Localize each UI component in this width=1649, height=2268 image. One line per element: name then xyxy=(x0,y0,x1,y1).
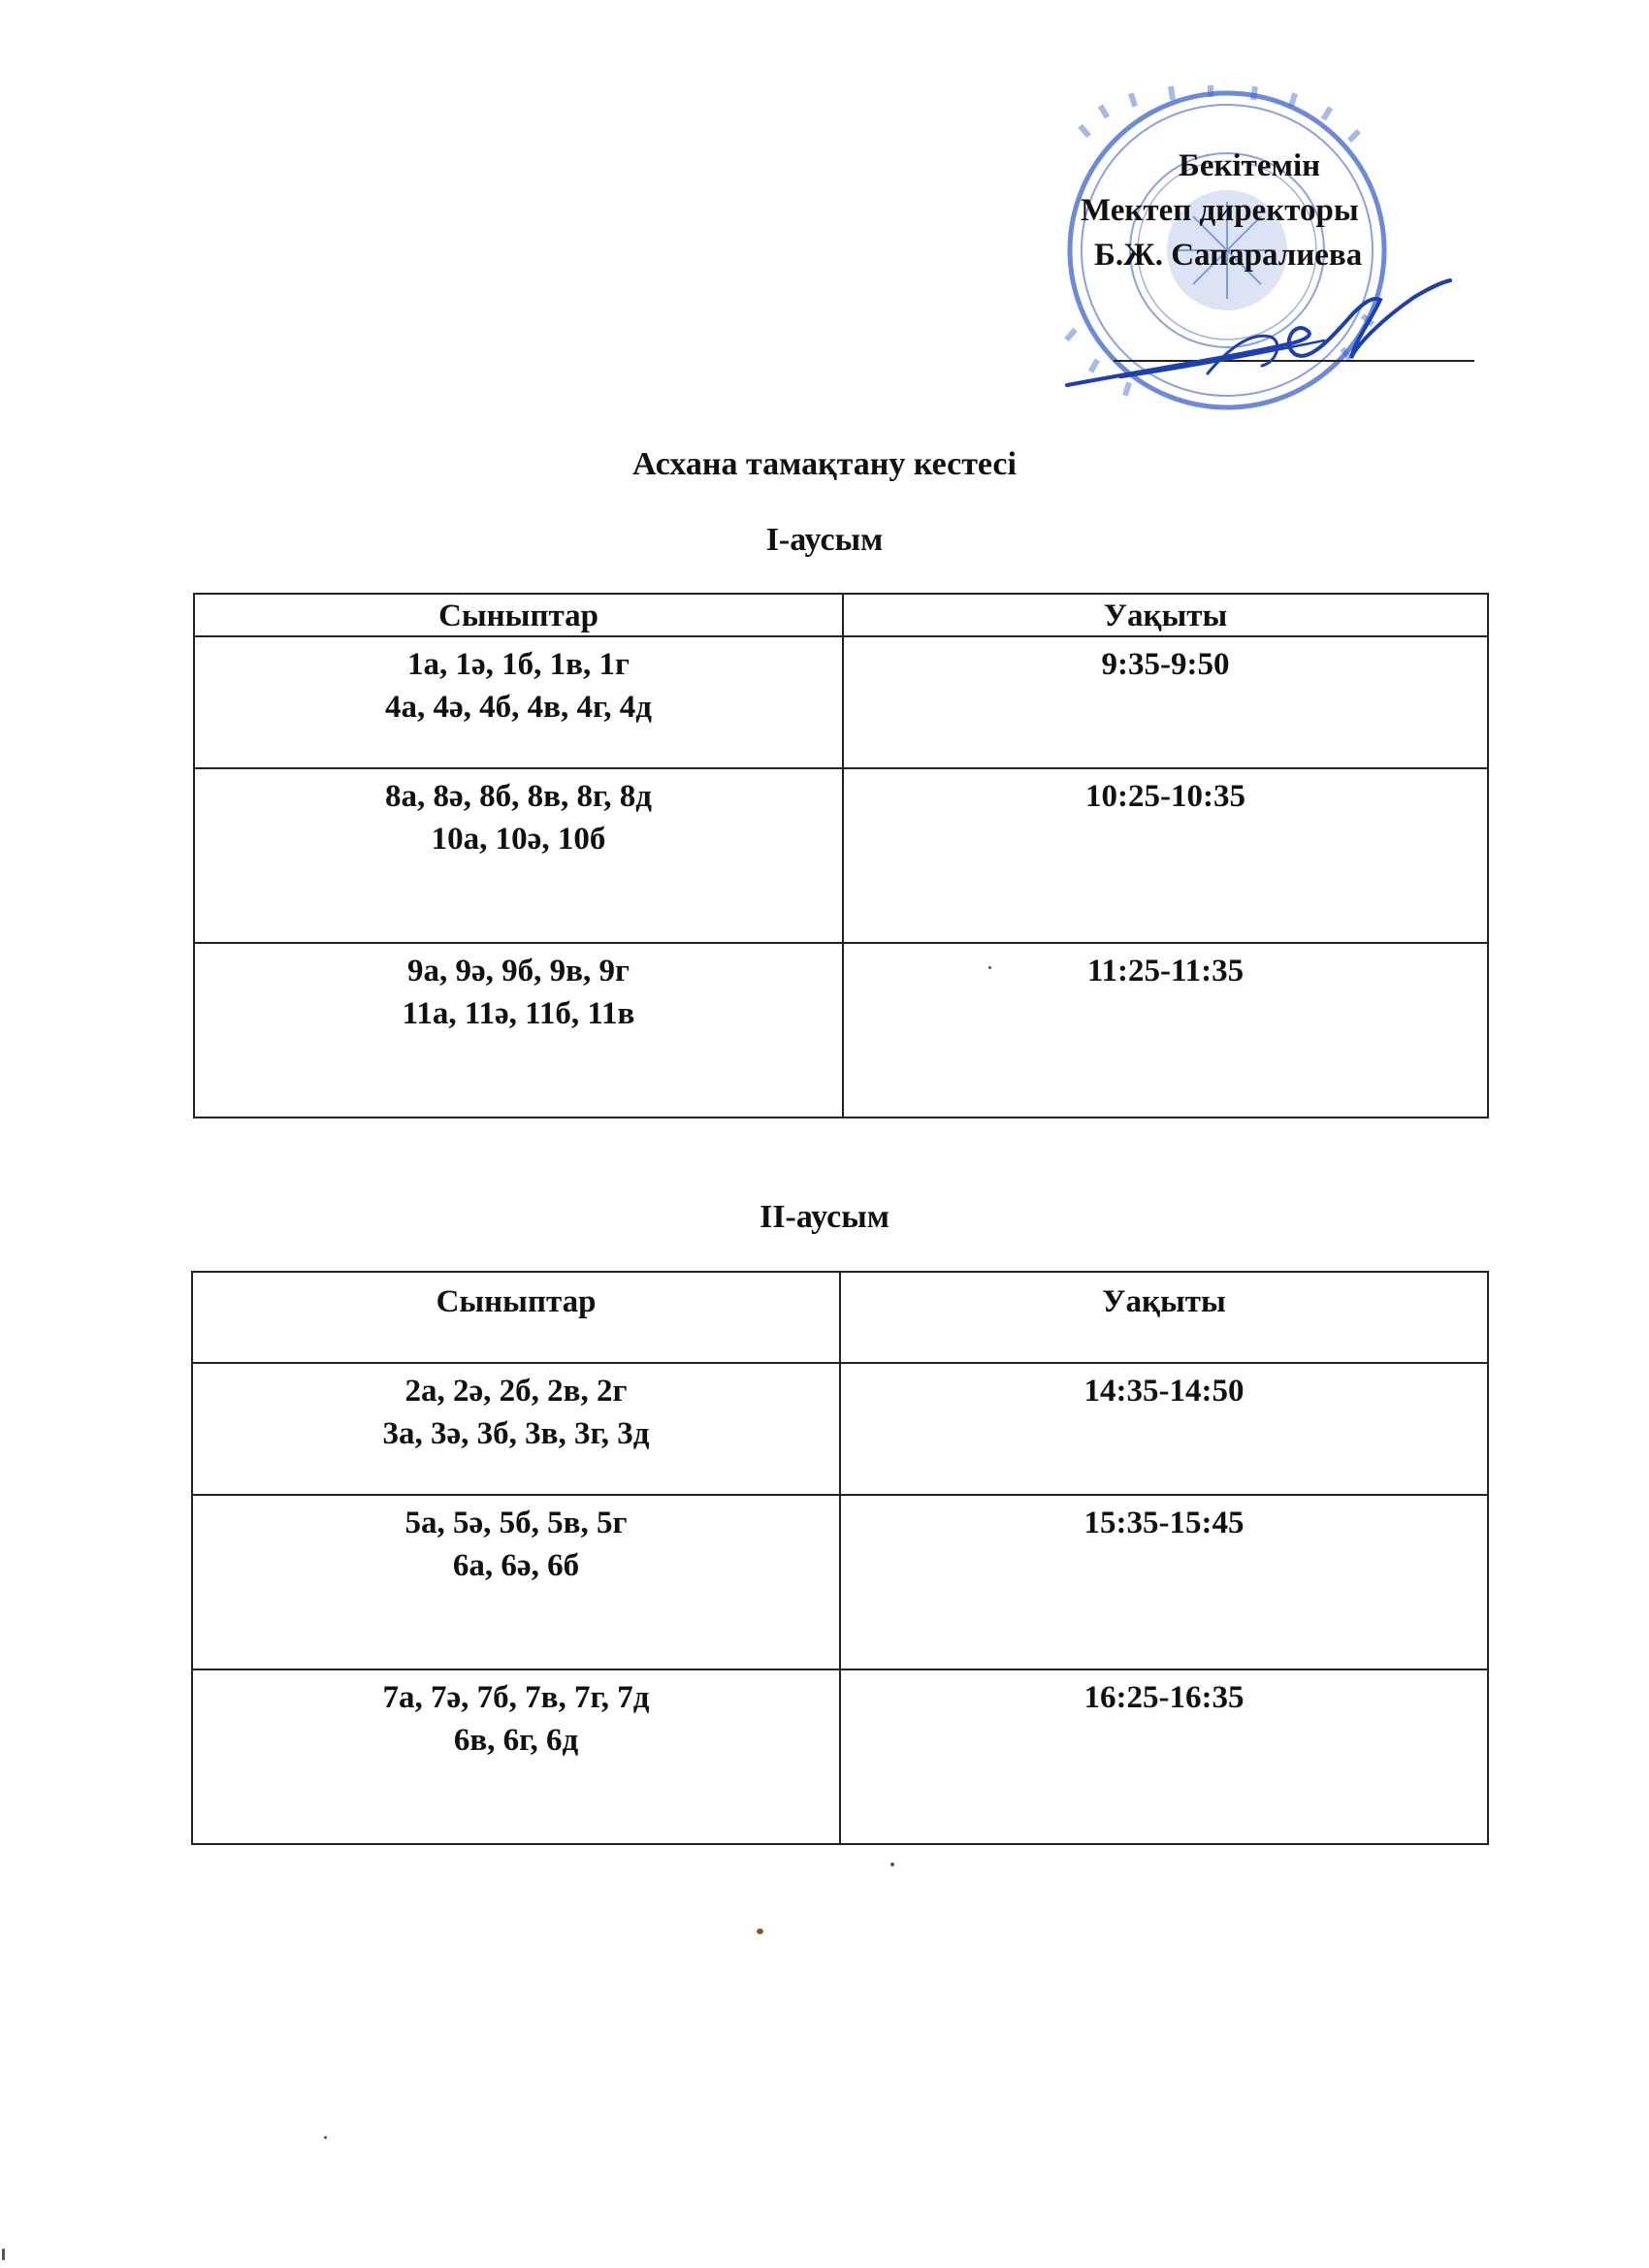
table-row xyxy=(194,768,1488,943)
handwritten-signature xyxy=(1062,276,1460,393)
classes-cell xyxy=(194,768,843,943)
header-classes: Сыныптар xyxy=(194,594,843,636)
classes-cell xyxy=(192,1495,840,1669)
classes-line: 6в, 6г, 6д xyxy=(453,1723,579,1758)
time-cell: 10:25-10:35 xyxy=(843,768,1488,943)
shift-2-title: II-аусым xyxy=(760,1199,889,1235)
header-classes: Сыныптар xyxy=(192,1272,840,1363)
header-time: Уақыты xyxy=(843,594,1488,636)
classes-line: 7а, 7ә, 7б, 7в, 7г, 7д xyxy=(382,1680,650,1715)
classes-line: 6а, 6ә, 6б xyxy=(452,1548,580,1583)
approval-line-position: Мектеп директоры xyxy=(1081,193,1359,228)
shift-2-table xyxy=(191,1271,1489,1845)
scan-speck xyxy=(757,1928,763,1934)
table-row xyxy=(192,1363,1488,1495)
classes-line: 11а, 11ә, 11б, 11в xyxy=(402,996,635,1031)
classes-line: 2а, 2ә, 2б, 2в, 2г xyxy=(404,1374,628,1409)
table-row xyxy=(194,636,1488,768)
classes-line: 1а, 1ә, 1б, 1в, 1г xyxy=(407,647,630,682)
time-cell: 15:35-15:45 xyxy=(840,1495,1488,1669)
header-time: Уақыты xyxy=(840,1272,1488,1363)
time-cell: 14:35-14:50 xyxy=(840,1363,1488,1495)
classes-cell xyxy=(194,636,843,768)
classes-line: 3а, 3ә, 3б, 3в, 3г, 3д xyxy=(382,1416,650,1451)
time-cell: 9:35-9:50 xyxy=(843,636,1488,768)
table-row xyxy=(194,943,1488,1118)
table-header-row xyxy=(192,1272,1488,1363)
table-row xyxy=(192,1495,1488,1669)
scan-speck xyxy=(324,2136,327,2139)
shift-1-title: I-аусым xyxy=(765,522,884,558)
approval-block xyxy=(1048,144,1455,277)
time-cell: 16:25-16:35 xyxy=(840,1669,1488,1844)
table-header-row xyxy=(194,594,1488,636)
scan-speck xyxy=(2,2249,5,2260)
classes-cell xyxy=(194,943,843,1118)
classes-cell xyxy=(192,1363,840,1495)
approval-line-name: Б.Ж. Сапаралиева xyxy=(1094,238,1363,273)
shift-1-table xyxy=(193,593,1489,1118)
classes-line: 8а, 8ә, 8б, 8в, 8г, 8д xyxy=(385,779,652,814)
scan-speck xyxy=(890,1863,894,1866)
classes-line: 5а, 5ә, 5б, 5в, 5г xyxy=(404,1506,628,1540)
classes-line: 9а, 9ә, 9б, 9в, 9г xyxy=(407,954,630,988)
scan-speck xyxy=(988,966,991,969)
classes-cell xyxy=(192,1669,840,1844)
classes-line: 10а, 10ә, 10б xyxy=(431,822,606,857)
document-title: Асхана тамақтану кестесі xyxy=(632,446,1017,482)
time-cell: 11:25-11:35 xyxy=(843,943,1488,1118)
classes-line: 4а, 4ә, 4б, 4в, 4г, 4д xyxy=(385,690,652,725)
table-row xyxy=(192,1669,1488,1844)
approval-line-approve: Бекітемін xyxy=(1179,148,1321,183)
